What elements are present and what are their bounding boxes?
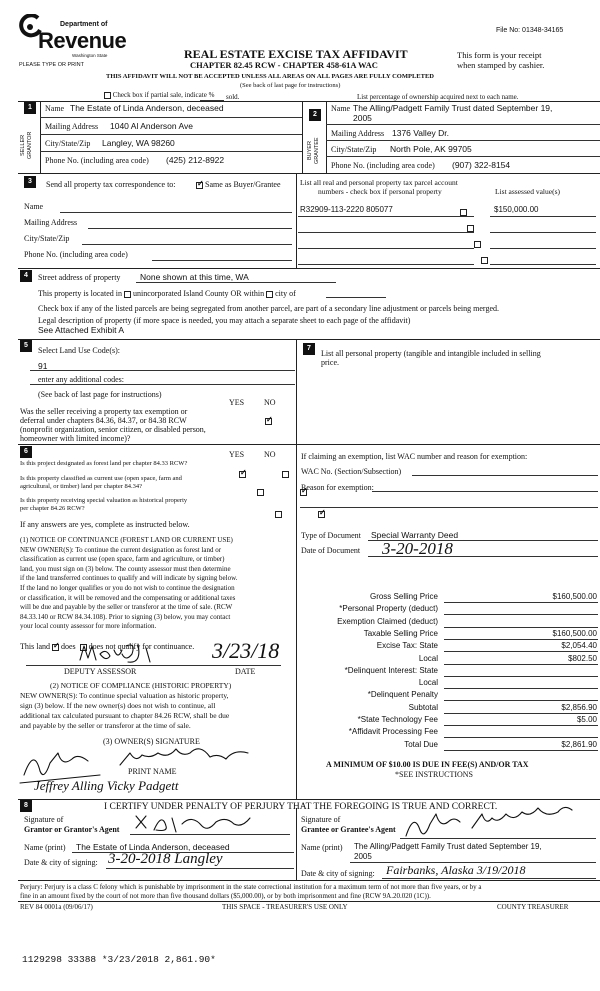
treasurer-space: THIS SPACE - TREASURER'S USE ONLY bbox=[222, 903, 348, 911]
grantor-name-label: Name (print) bbox=[24, 843, 66, 852]
s6-q2a: Is this property classified as current use (open space, farm and bbox=[20, 475, 182, 482]
continuance-line: If the land no longer qualifies or you do not wish to continue the designation bbox=[20, 584, 235, 592]
grantor-signature bbox=[132, 810, 292, 836]
continuance-line: (1) NOTICE OF CONTINUANCE (FOREST LAND OR CURRENT USE) bbox=[20, 536, 233, 544]
grantee-date-label: Date & city of signing: bbox=[301, 869, 375, 878]
grantor-sig-of: Signature of bbox=[24, 815, 64, 824]
continuance-line: if the land transferred continues to qualify and will indicate by signing below. bbox=[20, 574, 238, 583]
tax-label: *Affidavit Processing Fee bbox=[348, 727, 438, 737]
section-8-number: 8 bbox=[20, 800, 32, 812]
owner-signature-label: (3) OWNER(S) SIGNATURE bbox=[103, 737, 200, 746]
continuance-line: 84.33.140 or RCW 84.34.108). Prior to signing (3) below, you may contact bbox=[20, 612, 231, 621]
parcel-number[interactable]: R32909-113-2220 805077 bbox=[300, 205, 393, 214]
does-checkbox[interactable] bbox=[52, 644, 59, 651]
s6-if-yes: If any answers are yes, complete as instructed below. bbox=[20, 520, 190, 529]
seller-city-label: City/State/Zip bbox=[45, 139, 91, 148]
section-6-number: 6 bbox=[20, 446, 32, 458]
same-as-buyer: ✓ Same as Buyer/Grantee bbox=[196, 180, 281, 189]
grantor-agent-label: Grantor or Grantor's Agent bbox=[24, 825, 120, 834]
doc-date[interactable]: 3-20-2018 bbox=[382, 539, 453, 558]
assessor-date[interactable]: 3/23/18 bbox=[212, 638, 280, 663]
buyer-name-label: Name bbox=[331, 104, 351, 113]
grantor-date-label: Date & city of signing: bbox=[24, 858, 98, 867]
grantee-name-print-1[interactable]: The Alling/Padgett Family Trust dated September 19, bbox=[354, 842, 542, 851]
continuance-line: classification as current use (open space, farm and agriculture, or timber) bbox=[20, 555, 225, 564]
personal-property-text-1: List all personal property (tangible and intangible included in selling bbox=[321, 349, 541, 358]
additional-codes-label: enter any additional codes: bbox=[38, 375, 124, 384]
tax-label: Taxable Selling Price bbox=[363, 628, 438, 638]
doc-type[interactable]: Special Warranty Deed bbox=[371, 530, 459, 540]
historic-line: additional tax calculated pursuant to chapter 84.26 RCW, shall be due bbox=[20, 711, 230, 720]
rev-number: REV 84 0001a (09/06/17) bbox=[20, 903, 93, 911]
file-number: File No: 01348-34165 bbox=[496, 27, 564, 34]
tax-label: *Delinquent Penalty bbox=[367, 690, 438, 700]
county-treasurer: COUNTY TREASURER bbox=[497, 903, 569, 911]
s5-q2: deferral under chapters 84.36, 84.37, or 84.38 RCW bbox=[20, 416, 187, 425]
segregated-text: Check box if any of the listed parcels are being segregated from another parcel, are part of a secondary line adjustment or parcels being merged. bbox=[38, 304, 499, 313]
street-address[interactable]: None shown at this time, WA bbox=[140, 272, 249, 282]
s6-yes: YES bbox=[229, 450, 245, 459]
historic-line: and payable by the seller or transferor at the time of sale. bbox=[20, 721, 191, 730]
see-instructions: *SEE INSTRUCTIONS bbox=[395, 770, 474, 779]
s5-no: NO bbox=[264, 398, 276, 407]
historic-yes-checkbox[interactable] bbox=[275, 511, 282, 518]
seller-tab: SELLER GRANTOR bbox=[20, 131, 33, 159]
deputy-assessor-label: DEPUTY ASSESSOR bbox=[64, 667, 137, 676]
assessor-signature bbox=[76, 640, 196, 668]
tax-label: Gross Selling Price bbox=[369, 592, 438, 601]
land-use-code[interactable]: 91 bbox=[38, 361, 48, 371]
buyer-phone-label: Phone No. (including area code) bbox=[331, 161, 435, 170]
located-text: This property is located in unincorporated Island County OR within city of bbox=[38, 289, 296, 298]
section-2-number: 2 bbox=[309, 109, 321, 121]
personal-property-checkbox[interactable] bbox=[467, 225, 474, 232]
section-1-number: 1 bbox=[24, 102, 36, 114]
tax-label: Exemption Claimed (deduct) bbox=[337, 616, 438, 626]
tax-label: Local bbox=[418, 678, 438, 688]
buyer-tab: BUYER GRANTEE bbox=[307, 137, 320, 165]
tax-value[interactable]: $2,861.90 bbox=[561, 739, 597, 749]
seller-addr-label: Mailing Address bbox=[45, 122, 99, 131]
tax-value[interactable]: $2,054.40 bbox=[561, 641, 597, 651]
logo-word: Revenue bbox=[38, 28, 127, 53]
tax-corr-label: Send all property tax correspondence to: bbox=[46, 180, 176, 189]
printed-owner-names[interactable]: Jeffrey Alling Vicky Padgett bbox=[34, 778, 179, 793]
exemption-no-checkbox[interactable] bbox=[265, 418, 272, 425]
buyer-city-label: City/State/Zip bbox=[331, 145, 377, 154]
grantee-sig-of: Signature of bbox=[301, 815, 341, 824]
receipt-note-2: when stamped by cashier. bbox=[457, 60, 545, 70]
corr-name-label: Name bbox=[24, 202, 44, 211]
section-7-number: 7 bbox=[303, 343, 315, 355]
partial-sold: sold. bbox=[226, 93, 240, 101]
grantee-name-label: Name (print) bbox=[301, 843, 343, 852]
seller-name[interactable]: The Estate of Linda Anderson, deceased bbox=[70, 103, 224, 113]
parcel-header-1: List all real and personal property tax parcel account bbox=[300, 178, 458, 187]
partial-sale-label: Check box if partial sale, indicate % bbox=[104, 91, 214, 99]
logo-state: Washington State bbox=[72, 53, 108, 58]
exemption-claim: If claiming an exemption, list WAC number and reason for exemption: bbox=[301, 452, 528, 461]
perjury-line-2: fine in an amount fixed by the court of not more than five thousand dollars ($5,000.00), or by both imprisonment and fine (RCW 9A.20.020 (1C)). bbox=[20, 892, 431, 900]
receipt-note-1: This form is your receipt bbox=[457, 50, 542, 60]
date-label: DATE bbox=[235, 667, 256, 676]
personal-property-checkbox[interactable] bbox=[474, 241, 481, 248]
grantor-date-city[interactable]: 3-20-2018 Langley bbox=[108, 851, 223, 867]
s5-q4: homeowner with limited income)? bbox=[20, 434, 131, 443]
corr-phone-label: Phone No. (including area code) bbox=[24, 250, 128, 259]
tax-label: *Delinquent Interest: State bbox=[344, 665, 438, 675]
city-checkbox[interactable] bbox=[266, 291, 273, 298]
personal-property-checkbox[interactable] bbox=[481, 257, 488, 264]
minimum-fee: A MINIMUM OF $10.00 IS DUE IN FEE(S) AND/OR TAX bbox=[326, 760, 529, 769]
buyer-name-line1[interactable]: The Alling/Padgett Family Trust dated September 19, bbox=[353, 103, 553, 113]
forest-no-checkbox[interactable] bbox=[282, 471, 289, 478]
forest-yes-checkbox[interactable] bbox=[239, 471, 246, 478]
ownership-note: List percentage of ownership acquired next to each name. bbox=[357, 93, 519, 101]
seller-phone-label: Phone No. (including area code) bbox=[45, 156, 149, 165]
s6-no: NO bbox=[264, 450, 276, 459]
section-4-number: 4 bbox=[20, 270, 32, 282]
land-qualify-text: This land ✓ does does not qualify for continuance. bbox=[20, 642, 194, 651]
s6-q3a: Is this property receiving special valuation as historical property bbox=[20, 497, 188, 504]
historic-line: sign (3) below. If the new owner(s) does not wish to continue, all bbox=[20, 701, 216, 710]
personal-property-checkbox[interactable] bbox=[460, 209, 467, 216]
s6-q3b: per chapter 84.26 RCW? bbox=[20, 505, 85, 512]
wac-label: WAC No. (Section/Subsection) bbox=[301, 467, 402, 476]
buyer-name-line2[interactable]: 2005 bbox=[353, 113, 372, 123]
parcel-header-2: numbers - check box if personal property bbox=[318, 187, 442, 196]
historic-line: NEW OWNER(S): To continue special valuation as historic property, bbox=[20, 691, 229, 700]
partial-sale-checkbox[interactable] bbox=[104, 92, 111, 99]
seller-address[interactable]: 1040 Al Anderson Ave bbox=[110, 121, 194, 131]
perjury-line-1: Perjury: Perjury is a class C felony which is punishable by imprisonment in the state correctional institution for a maximum term of not more than five years, or by a bbox=[20, 883, 482, 891]
same-as-buyer-checkbox[interactable] bbox=[196, 182, 203, 189]
tax-value[interactable]: $160,500.00 bbox=[552, 628, 597, 638]
corr-addr-label: Mailing Address bbox=[24, 218, 78, 227]
legal-description[interactable]: See Attached Exhibit A bbox=[38, 325, 125, 335]
certify-statement: I CERTIFY UNDER PENALTY OF PERJURY THAT THE FOREGOING IS TRUE AND CORRECT. bbox=[104, 802, 498, 812]
print-name-label: PRINT NAME bbox=[128, 767, 177, 776]
form-title: REAL ESTATE EXCISE TAX AFFIDAVIT bbox=[184, 47, 408, 61]
current-use-yes-checkbox[interactable] bbox=[257, 489, 264, 496]
assessed-header: List assessed value(s) bbox=[495, 187, 560, 196]
historic-line: (2) NOTICE OF COMPLIANCE (HISTORIC PROPERTY) bbox=[50, 681, 232, 690]
logo-dept: Department of bbox=[60, 21, 108, 28]
please-print: PLEASE TYPE OR PRINT bbox=[19, 62, 85, 68]
exemption-reason-label: Reason for exemption: bbox=[301, 483, 374, 492]
continuance-line: land, you must sign on (3) below. The county assessor must then determine bbox=[20, 564, 231, 573]
section-5-number: 5 bbox=[20, 340, 32, 352]
grantee-name-print-2[interactable]: 2005 bbox=[354, 852, 372, 861]
continuance-line: or classification, it will be removed and the compensating or additional taxes bbox=[20, 593, 236, 602]
buyer-city[interactable]: North Pole, AK 99705 bbox=[390, 144, 472, 154]
seller-city[interactable]: Langley, WA 98260 bbox=[102, 138, 175, 148]
s6-q2b: agricultural, or timber) land per chapter 84.34? bbox=[20, 483, 143, 490]
unincorporated-checkbox[interactable] bbox=[124, 291, 131, 298]
grantor-name-print[interactable]: The Estate of Linda Anderson, deceased bbox=[76, 842, 230, 852]
see-back: (See back of last page for instructions) bbox=[240, 82, 341, 89]
grantee-agent-label: Grantee or Grantee's Agent bbox=[301, 825, 396, 834]
assessed-value[interactable]: $150,000.00 bbox=[494, 205, 539, 214]
seller-name-label: Name bbox=[45, 104, 65, 113]
continuance-line: will be due and payable by the seller or transferor at the time of sale. (RCW bbox=[20, 603, 233, 612]
buyer-address[interactable]: 1376 Valley Dr. bbox=[392, 128, 450, 138]
buyer-addr-label: Mailing Address bbox=[331, 129, 385, 138]
land-use-label: Select Land Use Code(s): bbox=[38, 346, 120, 355]
warning-text: THIS AFFIDAVIT WILL NOT BE ACCEPTED UNLESS ALL AREAS ON ALL PAGES ARE FULLY COMPLETED bbox=[106, 73, 434, 80]
payment-stamp: 1129298 33388 *3/23/2018 2,861.90* bbox=[22, 954, 216, 965]
seller-phone[interactable]: (425) 212-8922 bbox=[166, 155, 225, 165]
form-chapter: CHAPTER 82.45 RCW - CHAPTER 458-61A WAC bbox=[190, 60, 378, 70]
historic-no-checkbox[interactable] bbox=[318, 511, 325, 518]
doc-date-label: Date of Document bbox=[301, 546, 361, 555]
corr-city-label: City/State/Zip bbox=[24, 234, 70, 243]
tax-value[interactable]: $160,500.00 bbox=[552, 592, 597, 601]
street-label: Street address of property bbox=[38, 273, 121, 282]
personal-property-text-2: price. bbox=[321, 358, 339, 367]
s6-q1: Is this project designated as forest land per chapter 84.33 RCW? bbox=[20, 460, 188, 467]
section-3-number: 3 bbox=[24, 176, 36, 188]
legal-desc-label: Legal description of property (if more space is needed, you may attach a separate sheet to each page of the affidavit) bbox=[38, 316, 411, 325]
tax-value[interactable]: $5.00 bbox=[576, 715, 597, 724]
tax-value[interactable]: $2,856.90 bbox=[561, 702, 597, 712]
grantee-date-city[interactable]: Fairbanks, Alaska 3/19/2018 bbox=[386, 863, 526, 877]
land-use-see: (See back of last page for instructions) bbox=[38, 390, 162, 399]
tax-label: *Personal Property (deduct) bbox=[339, 604, 438, 614]
doc-type-label: Type of Document bbox=[301, 531, 361, 540]
tax-label: Excise Tax: State bbox=[376, 641, 438, 651]
buyer-phone[interactable]: (907) 322-8154 bbox=[452, 160, 511, 170]
tax-label: Total Due bbox=[404, 739, 438, 749]
s5-q3: (nonprofit organization, senior citizen, or disabled person, bbox=[20, 425, 206, 434]
tax-label: Local bbox=[418, 653, 438, 663]
continuance-line: your local county assessor for more information. bbox=[20, 622, 157, 631]
tax-label: *State Technology Fee bbox=[357, 715, 438, 724]
tax-value[interactable]: $802.50 bbox=[568, 653, 597, 663]
s5-q1: Was the seller receiving a property tax exemption or bbox=[20, 407, 188, 416]
tax-label: Subtotal bbox=[408, 702, 438, 712]
s5-yes: YES bbox=[229, 398, 245, 407]
continuance-line: NEW OWNER(S): To continue the current designation as forest land or bbox=[20, 545, 222, 554]
